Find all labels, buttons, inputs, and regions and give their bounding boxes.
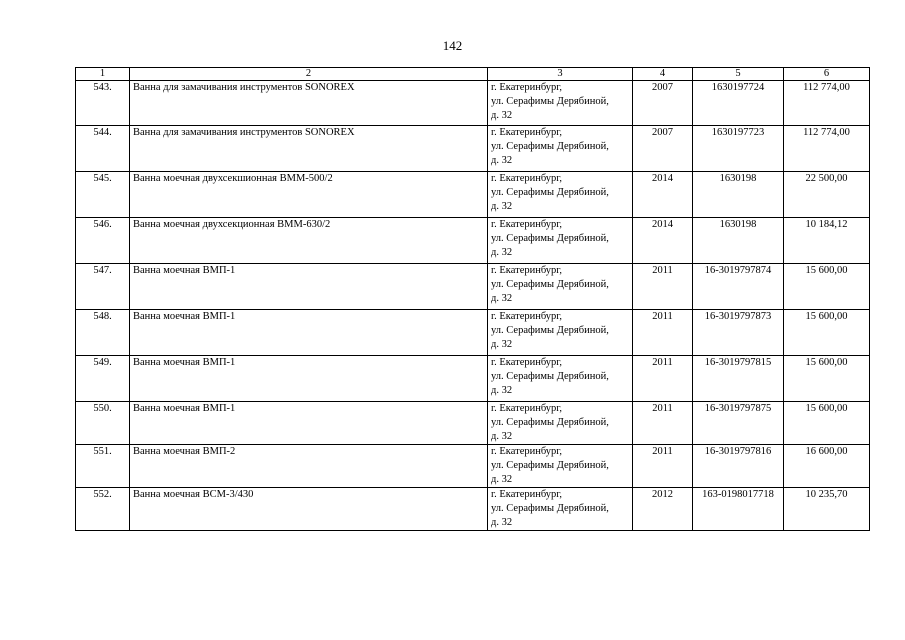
row-number-cell: 545.: [76, 172, 130, 218]
address-line: д. 32: [491, 339, 513, 350]
address-line: ул. Серафимы Дерябиной,: [491, 141, 609, 152]
cost-cell: 16 600,00: [784, 445, 870, 488]
cost-cell: 15 600,00: [784, 402, 870, 445]
item-name-cell: Ванна моечная ВМП-1: [130, 356, 488, 402]
table-row: [76, 81, 870, 126]
item-name-cell: Ванна моечная ВМП-1: [130, 264, 488, 310]
year-cell: 2011: [633, 402, 693, 445]
address-line: ул. Серафимы Дерябиной,: [491, 233, 609, 244]
address-line: д. 32: [491, 431, 513, 442]
inventory-number-cell: 163-0198017718: [693, 488, 784, 531]
row-number-cell: 549.: [76, 356, 130, 402]
inventory-number-cell: 16-3019797875: [693, 402, 784, 445]
row-number-cell: 550.: [76, 402, 130, 445]
row-number-cell: 547.: [76, 264, 130, 310]
address-line: г. Екатеринбург,: [491, 403, 563, 414]
address-line: д. 32: [491, 474, 513, 485]
address-line: ул. Серафимы Дерябиной,: [491, 460, 609, 471]
cost-cell: 15 600,00: [784, 356, 870, 402]
address-line: д. 32: [491, 385, 513, 396]
item-name-cell: Ванна моечная ВМП-1: [130, 310, 488, 356]
year-cell: 2011: [633, 356, 693, 402]
address-cell: [488, 310, 633, 356]
table-row: [76, 310, 870, 356]
column-header: 4: [633, 68, 693, 81]
row-number-cell: 544.: [76, 126, 130, 172]
inventory-number-cell: 1630197724: [693, 81, 784, 126]
address-line: д. 32: [491, 517, 513, 528]
address-line: г. Екатеринбург,: [491, 265, 563, 276]
address-cell: [488, 218, 633, 264]
inventory-number-cell: 1630198: [693, 172, 784, 218]
item-name-cell: Ванна моечная ВМП-1: [130, 402, 488, 445]
table-row: [76, 356, 870, 402]
column-header: 3: [488, 68, 633, 81]
address-line: г. Екатеринбург,: [491, 219, 563, 230]
address-cell: [488, 402, 633, 445]
address-line: г. Екатеринбург,: [491, 489, 563, 500]
cost-cell: 15 600,00: [784, 264, 870, 310]
asset-registry-table: [75, 67, 870, 531]
inventory-number-cell: 16-3019797816: [693, 445, 784, 488]
address-line: г. Екатеринбург,: [491, 446, 563, 457]
table-row: [76, 264, 870, 310]
address-line: ул. Серафимы Дерябиной,: [491, 96, 609, 107]
row-number-cell: 552.: [76, 488, 130, 531]
year-cell: 2011: [633, 264, 693, 310]
item-name-cell: Ванна моечная ВМП-2: [130, 445, 488, 488]
year-cell: 2007: [633, 126, 693, 172]
year-cell: 2014: [633, 172, 693, 218]
inventory-number-cell: 16-3019797873: [693, 310, 784, 356]
item-name-cell: Ванна моечная ВСМ-3/430: [130, 488, 488, 531]
year-cell: 2007: [633, 81, 693, 126]
address-line: г. Екатеринбург,: [491, 173, 563, 184]
item-name-cell: Ванна для замачивания инструментов SONOREX: [130, 126, 488, 172]
table-header-row: [76, 68, 870, 81]
column-header: 2: [130, 68, 488, 81]
address-line: д. 32: [491, 247, 513, 258]
inventory-number-cell: 1630198: [693, 218, 784, 264]
address-line: ул. Серафимы Дерябиной,: [491, 417, 609, 428]
column-header: 6: [784, 68, 870, 81]
cost-cell: 10 235,70: [784, 488, 870, 531]
table-row: [76, 402, 870, 445]
inventory-number-cell: 16-3019797815: [693, 356, 784, 402]
cost-cell: 10 184,12: [784, 218, 870, 264]
address-line: г. Екатеринбург,: [491, 357, 563, 368]
row-number-cell: 543.: [76, 81, 130, 126]
cost-cell: 15 600,00: [784, 310, 870, 356]
address-cell: [488, 172, 633, 218]
year-cell: 2012: [633, 488, 693, 531]
address-line: д. 32: [491, 293, 513, 304]
column-header: 5: [693, 68, 784, 81]
address-line: г. Екатеринбург,: [491, 127, 563, 138]
address-cell: [488, 264, 633, 310]
address-line: ул. Серафимы Дерябиной,: [491, 187, 609, 198]
cost-cell: 22 500,00: [784, 172, 870, 218]
address-cell: [488, 81, 633, 126]
address-line: ул. Серафимы Дерябиной,: [491, 371, 609, 382]
address-line: ул. Серафимы Дерябиной,: [491, 279, 609, 290]
address-cell: [488, 445, 633, 488]
row-number-cell: 546.: [76, 218, 130, 264]
address-cell: [488, 488, 633, 531]
address-line: д. 32: [491, 155, 513, 166]
table-row: [76, 126, 870, 172]
address-cell: [488, 356, 633, 402]
cost-cell: 112 774,00: [784, 126, 870, 172]
address-line: д. 32: [491, 110, 513, 121]
address-line: г. Екатеринбург,: [491, 311, 563, 322]
table-row: [76, 445, 870, 488]
row-number-cell: 551.: [76, 445, 130, 488]
column-header: 1: [76, 68, 130, 81]
item-name-cell: Ванна моечная двухсекционная ВММ-630/2: [130, 218, 488, 264]
row-number-cell: 548.: [76, 310, 130, 356]
inventory-number-cell: 16-3019797874: [693, 264, 784, 310]
year-cell: 2011: [633, 445, 693, 488]
cost-cell: 112 774,00: [784, 81, 870, 126]
table-row: [76, 488, 870, 531]
address-line: ул. Серафимы Дерябиной,: [491, 325, 609, 336]
address-line: д. 32: [491, 201, 513, 212]
item-name-cell: Ванна моечная двухсекшионная ВММ-500/2: [130, 172, 488, 218]
year-cell: 2014: [633, 218, 693, 264]
inventory-number-cell: 1630197723: [693, 126, 784, 172]
table-body: [76, 81, 870, 531]
year-cell: 2011: [633, 310, 693, 356]
item-name-cell: Ванна для замачивания инструментов SONOREX: [130, 81, 488, 126]
address-line: ул. Серафимы Дерябиной,: [491, 503, 609, 514]
page-number: 142: [442, 38, 463, 53]
table-row: [76, 218, 870, 264]
address-line: г. Екатеринбург,: [491, 82, 563, 93]
address-cell: [488, 126, 633, 172]
table-row: [76, 172, 870, 218]
